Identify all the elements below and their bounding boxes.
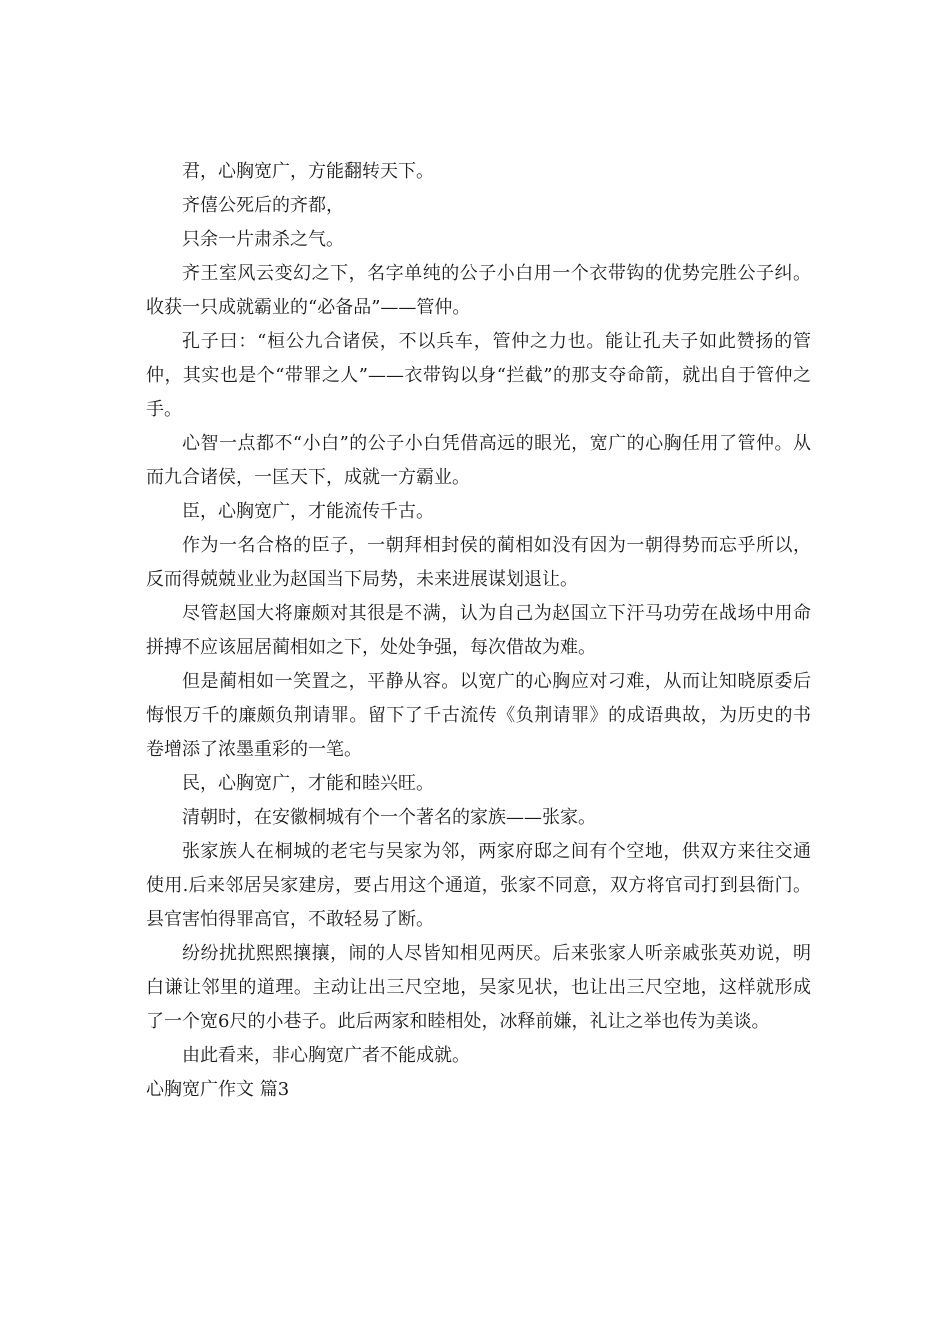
paragraph: 孔子曰：“桓公九合诸侯，不以兵车，管仲之力也。能让孔夫子如此赞扬的管仲，其实也是个“带罪之人”——衣带钩以身“拦截”的那支夺命箭，就出自于管仲之手。 bbox=[146, 331, 811, 420]
paragraph: 但是蔺相如一笑置之，平静从容。以宽广的心胸应对刁难，从而让知晓原委后悔恨万千的廉颇负荆请罪。留下了千古流传《负荆请罪》的成语典故，为历史的书卷增添了浓墨重彩的一笔。 bbox=[146, 671, 811, 760]
section-heading: 心胸宽广作文 篇3 bbox=[146, 1079, 290, 1100]
paragraph: 民，心胸宽广，才能和睦兴旺。 bbox=[182, 773, 434, 794]
paragraph: 由此看来，非心胸宽广者不能成就。 bbox=[182, 1045, 470, 1066]
paragraph: 只余一片肃杀之气。 bbox=[182, 229, 344, 250]
paragraph: 纷纷扰扰熙熙攘攘，闹的人尽皆知相见两厌。后来张家人听亲戚张英劝说，明白谦让邻里的道理。主动让出三尺空地，吴家见状，也让出三尺空地，这样就形成了一个宽6尺的小巷子。此后两家和睦相处，冰释前嫌，礼让之举也传为美谈。 bbox=[146, 943, 811, 1032]
paragraph: 齐僖公死后的齐都， bbox=[182, 195, 344, 216]
paragraph: 齐王室风云变幻之下，名字单纯的公子小白用一个衣带钩的优势完胜公子纠。收获一只成就霸业的“必备品”——管仲。 bbox=[146, 263, 811, 318]
paragraph: 尽管赵国大将廉颇对其很是不满，认为自己为赵国立下汗马功劳在战场中用命拼搏不应该屈居蔺相如之下，处处争强，每次借故为难。 bbox=[146, 603, 811, 658]
paragraph: 心智一点都不“小白”的公子小白凭借高远的眼光，宽广的心胸任用了管仲。从而九合诸侯，一匡天下，成就一方霸业。 bbox=[146, 433, 811, 488]
paragraph: 清朝时，在安徽桐城有个一个著名的家族——张家。 bbox=[182, 807, 596, 828]
paragraph: 臣，心胸宽广，才能流传千古。 bbox=[182, 501, 434, 522]
paragraph: 作为一名合格的臣子，一朝拜相封侯的蔺相如没有因为一朝得势而忘乎所以，反而得兢兢业业为赵国当下局势，未来进展谋划退让。 bbox=[146, 535, 811, 590]
document-body bbox=[146, 155, 811, 1107]
paragraph: 君，心胸宽广，方能翻转天下。 bbox=[182, 161, 434, 182]
paragraph: 张家族人在桐城的老宅与吴家为邻，两家府邸之间有个空地，供双方来往交通使用.后来邻居吴家建房，要占用这个通道，张家不同意，双方将官司打到县衙门。县官害怕得罪高官，不敢轻易了断。 bbox=[146, 841, 811, 930]
